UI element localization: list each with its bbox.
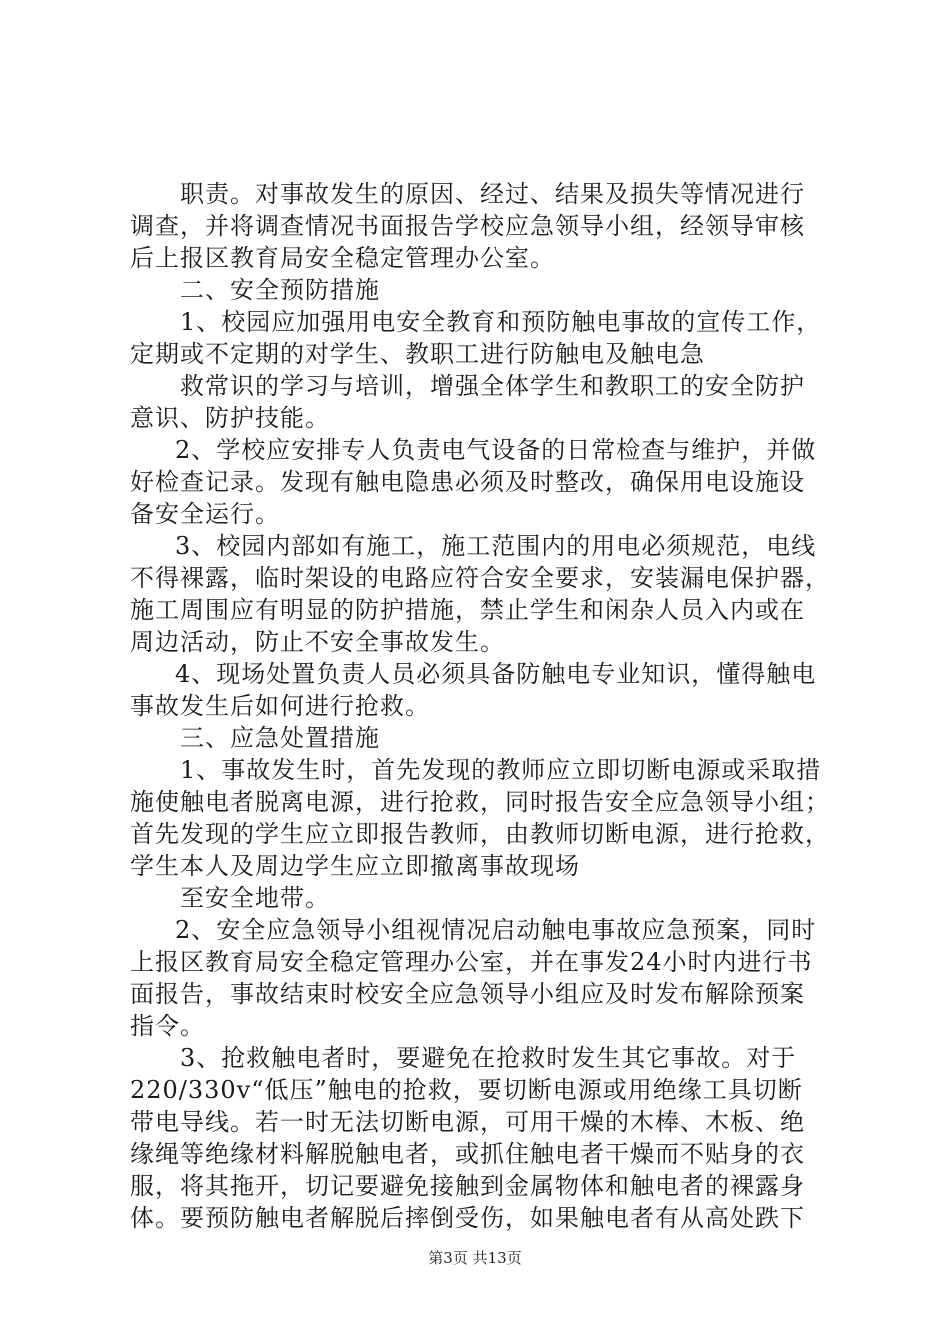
text-line: 不得裸露，临时架设的电路应符合安全要求，安装漏电保护器，	[130, 564, 830, 592]
text-line: 220/330v“低压”触电的抢救，要切断电源或用绝缘工具切断	[130, 1076, 803, 1104]
section-heading: 三、应急处置措施	[180, 724, 380, 752]
text-line: 事故发生后如何进行抢救。	[130, 692, 430, 720]
text-line: 意识、防护技能。	[130, 404, 330, 432]
text-line: 面报告，事故结束时校安全应急领导小组应及时发布解除预案	[130, 980, 805, 1008]
text-line: 1、事故发生时，首先发现的教师应立即切断电源或采取措	[180, 756, 822, 784]
text-line: 服，将其拖开，切记要避免接触到金属物体和触电者的裸露身	[130, 1172, 805, 1200]
page-number: 第3页 共13页	[428, 1249, 522, 1267]
text-line: 调查，并将调查情况书面报告学校应急领导小组，经领导审核	[130, 212, 805, 240]
text-line: 3、抢救触电者时，要避免在抢救时发生其它事故。对于	[180, 1044, 797, 1072]
text-line: 上报区教育局安全稳定管理办公室，并在事发24小时内进行书	[130, 948, 813, 976]
text-line: 周边活动，防止不安全事故发生。	[130, 628, 505, 656]
text-line: 备安全运行。	[130, 500, 280, 528]
page-footer	[0, 1248, 950, 1268]
text-line: 救常识的学习与培训，增强全体学生和教职工的安全防护	[180, 372, 805, 400]
text-line: 缘绳等绝缘材料解脱触电者，或抓住触电者干燥而不贴身的衣	[130, 1140, 805, 1168]
text-line: 1、校园应加强用电安全教育和预防触电事故的宣传工作，	[180, 308, 822, 336]
text-line: 学生本人及周边学生应立即撤离事故现场	[130, 852, 580, 880]
text-line: 带电导线。若一时无法切断电源，可用干燥的木棒、木板、绝	[130, 1108, 805, 1136]
text-line: 后上报区教育局安全稳定管理办公室。	[130, 244, 555, 272]
text-line: 3、校园内部如有施工，施工范围内的用电必须规范，电线	[175, 532, 817, 560]
text-line: 定期或不定期的对学生、教职工进行防触电及触电急	[130, 340, 705, 368]
text-line: 职责。对事故发生的原因、经过、结果及损失等情况进行	[180, 180, 805, 208]
text-line: 至安全地带。	[180, 884, 330, 912]
text-line: 首先发现的学生应立即报告教师，由教师切断电源，进行抢救，	[130, 820, 830, 848]
text-line: 指令。	[130, 1012, 205, 1040]
text-line: 4、现场处置负责人员必须具备防触电专业知识，懂得触电	[175, 660, 817, 688]
section-heading: 二、安全预防措施	[180, 276, 380, 304]
text-line: 施工周围应有明显的防护措施，禁止学生和闲杂人员入内或在	[130, 596, 805, 624]
text-line: 施使触电者脱离电源，进行抢救，同时报告安全应急领导小组；	[130, 788, 830, 816]
text-line: 2、安全应急领导小组视情况启动触电事故应急预案，同时	[175, 916, 817, 944]
text-line: 2、学校应安排专人负责电气设备的日常检查与维护，并做	[175, 436, 817, 464]
text-line: 好检查记录。发现有触电隐患必须及时整改，确保用电设施设	[130, 468, 805, 496]
text-line: 体。要预防触电者解脱后摔倒受伤，如果触电者有从高处跌下	[130, 1204, 805, 1232]
